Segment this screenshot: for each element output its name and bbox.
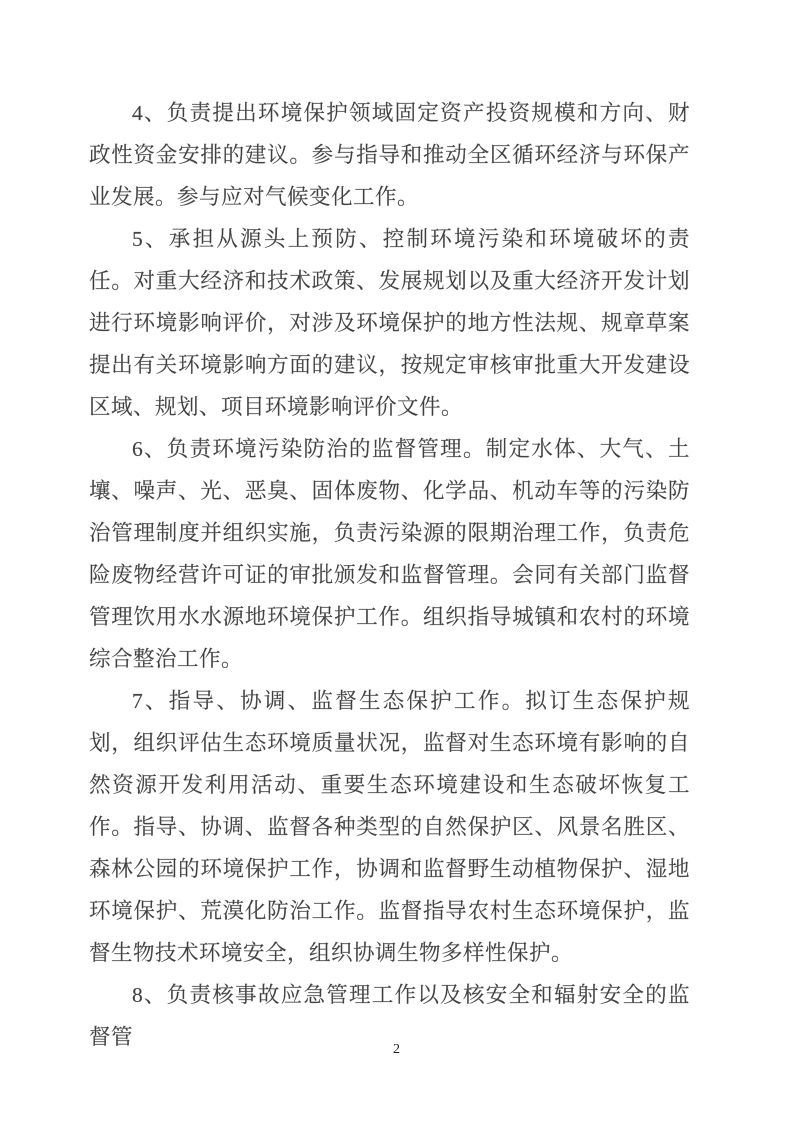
- paragraph-item-4: 4、负责提出环境保护领域固定资产投资规模和方向、财政性资金安排的建议。参与指导和推动全区循环经济与环保产业发展。参与应对气候变化工作。: [89, 101, 690, 209]
- paragraph-item-8: 8、负责核事故应急管理工作以及核安全和辐射安全的监督管: [89, 983, 690, 1049]
- paragraph-item-6: 6、负责环境污染防治的监督管理。制定水体、大气、土壤、噪声、光、恶臭、固体废物、化学品、机动车等的污染防治管理制度并组织实施，负责污染源的限期治理工作，负责危险废物经营许可证的审批颁发和监督管理。会同有关部门监督管理饮用水水源地环境保护工作。组织指导城镇和农村的环境综合整治工作。: [89, 437, 690, 671]
- paragraph-item-7: 7、指导、协调、监督生态保护工作。拟订生态保护规划，组织评估生态环境质量状况，监督对生态环境有影响的自然资源开发利用活动、重要生态环境建设和生态破坏恢复工作。指导、协调、监督各种类型的自然保护区、风景名胜区、森林公园的环境保护工作，协调和监督野生动植物保护、湿地环境保护、荒漠化防治工作。监督指导农村生态环境保护，监督生物技术环境安全，组织协调生物多样性保护。: [89, 689, 690, 965]
- document-body: [89, 92, 690, 1058]
- paragraph-item-5: 5、承担从源头上预防、控制环境污染和环境破坏的责任。对重大经济和技术政策、发展规划以及重大经济开发计划进行环境影响评价，对涉及环境保护的地方性法规、规章草案提出有关环境影响方面的建议，按规定审核审批重大开发建设区域、规划、项目环境影响评价文件。: [89, 227, 690, 419]
- page-number: 2: [393, 1042, 400, 1057]
